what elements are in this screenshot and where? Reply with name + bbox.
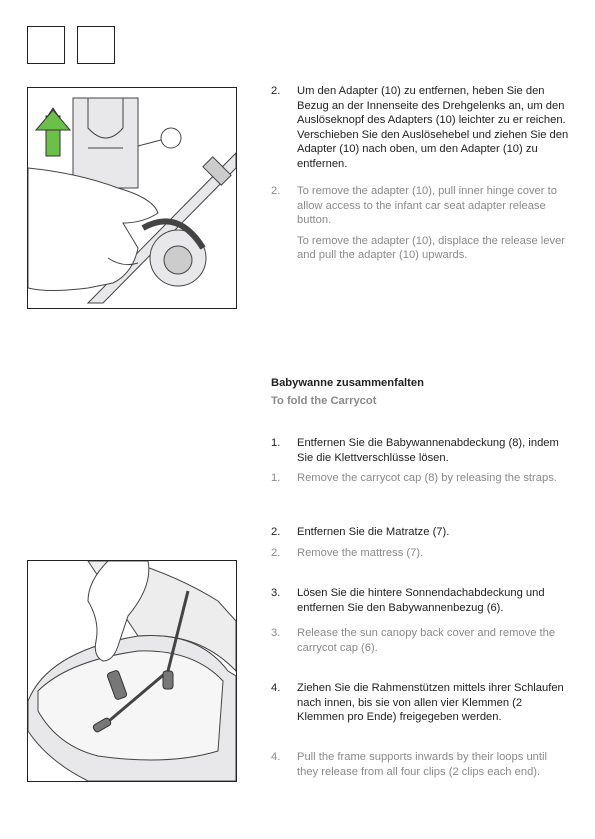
step-text-en: Release the sun canopy back cover and remove the carrycot cap (6).	[297, 627, 556, 654]
step-text-de: Um den Adapter (10) zu entfernen, heben Sie den Bezug an der Innenseite des Drehgelenks an, um den Auslöseknopf des Adapters (10) leichter zu er reichen. Verschieben Sie den Auslösehebel und ziehen Sie den Adapter (10) nach oben, um den Adapter (10) zu entfernen.	[297, 85, 569, 170]
step-text-en-b: To remove the adapter (10), displace the release lever and pull the adapter (10) upwards.	[297, 234, 566, 262]
blank-box-right	[77, 26, 115, 64]
step-number: 2.	[271, 547, 281, 559]
step-text-de: Ziehen Sie die Rahmenstützen mittels ihrer Schlaufen nach innen, bis sie von allen vier Klemmen (2 Klemmen pro Ende) freigegeben werden.	[297, 682, 564, 724]
illustration-fold-carrycot	[27, 560, 237, 782]
step-number: 2.	[271, 85, 281, 97]
step-2-en	[271, 546, 571, 561]
step-4-en	[271, 750, 571, 779]
step-3-de	[271, 586, 571, 615]
step-number: 3.	[271, 587, 281, 599]
blank-box-left	[27, 26, 65, 64]
illustration-remove-adapter	[27, 87, 237, 309]
step-remove-adapter-de	[271, 84, 571, 172]
section-heading-en: To fold the Carrycot	[271, 395, 377, 407]
step-text-en: Pull the frame supports inwards by their loops until they release from all four clips (2 clips each end).	[297, 751, 547, 778]
step-number: 3.	[271, 627, 281, 639]
step-2-de	[271, 525, 571, 540]
step-1-de	[271, 436, 571, 465]
step-number: 4.	[271, 682, 281, 694]
step-number: 2.	[271, 185, 281, 197]
step-remove-adapter-en	[271, 184, 571, 269]
step-number: 1.	[271, 437, 281, 449]
step-number: 4.	[271, 751, 281, 763]
step-number: 1.	[271, 472, 281, 484]
step-text-de: Lösen Sie die hintere Sonnendachabdeckung und entfernen Sie den Babywannenbezug (6).	[297, 587, 545, 614]
step-text-en: Remove the mattress (7).	[297, 547, 424, 559]
step-text-en-a: To remove the adapter (10), pull inner hinge cover to allow access to the infant car seat adapter release button.	[297, 185, 557, 227]
step-1-en	[271, 471, 571, 486]
step-3-en	[271, 626, 571, 655]
step-text-de: Entfernen Sie die Babywannenabdeckung (8), indem Sie die Klettverschlüsse lösen.	[297, 437, 559, 464]
step-number: 2.	[271, 526, 281, 538]
section-heading-de: Babywanne zusammenfalten	[271, 377, 424, 389]
step-4-de	[271, 681, 571, 725]
step-text-de: Entfernen Sie die Matratze (7).	[297, 526, 450, 538]
step-text-en: Remove the carrycot cap (8) by releasing the straps.	[297, 472, 557, 484]
